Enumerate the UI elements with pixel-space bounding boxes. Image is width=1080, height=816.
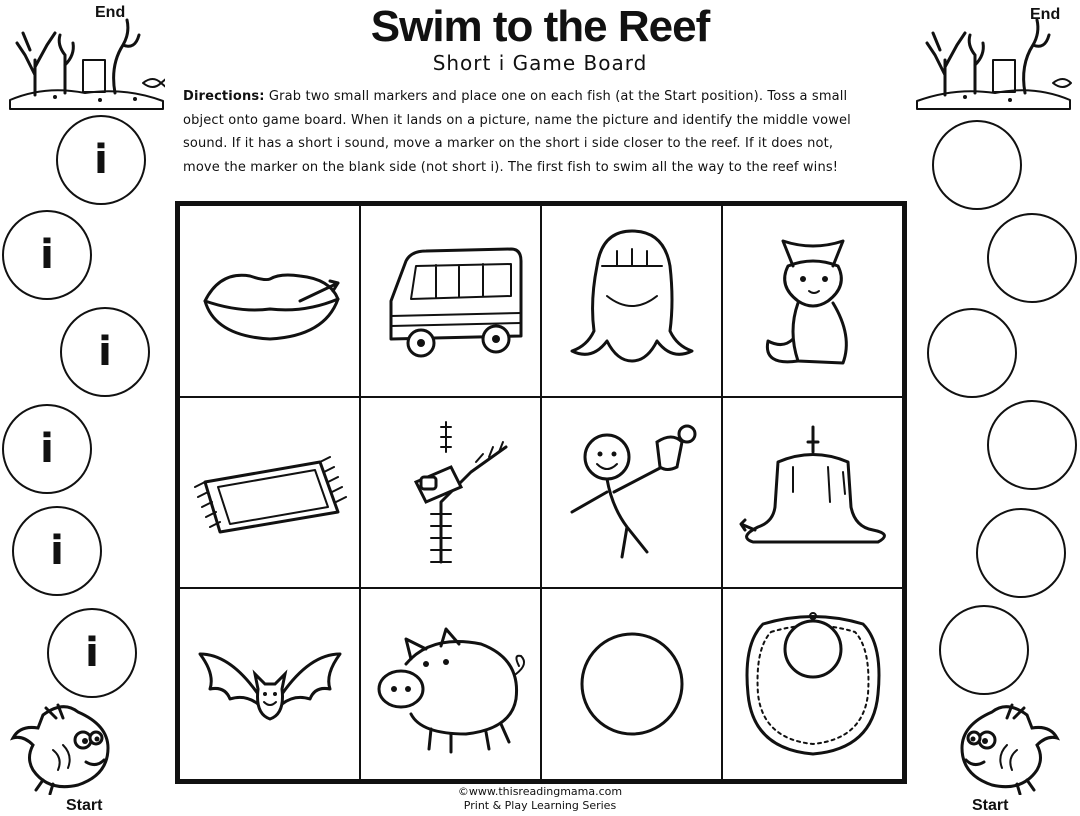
bus-icon: [371, 221, 531, 381]
page-title: Swim to the Reef: [370, 2, 710, 51]
short-i-letter: i: [85, 630, 99, 676]
picture-cell-wig[interactable]: [541, 205, 722, 397]
left-track-space[interactable]: [60, 307, 150, 397]
picture-cell-wax[interactable]: [722, 397, 903, 589]
wax-candle-icon: [733, 412, 893, 572]
picture-cell-bat[interactable]: [179, 588, 360, 780]
short-i-letter: i: [40, 426, 54, 472]
directions-text: [183, 85, 873, 179]
right-track-space[interactable]: [932, 120, 1022, 210]
footer: [390, 785, 690, 813]
game-board: [175, 201, 907, 784]
bat-icon: [190, 604, 350, 764]
left-end-label: End: [95, 4, 126, 21]
right-start-label: Start: [972, 797, 1009, 814]
picture-cell-bib[interactable]: [722, 588, 903, 780]
picture-cell-zip[interactable]: [360, 397, 541, 589]
right-track-space[interactable]: [987, 400, 1077, 490]
picture-cell-fox[interactable]: [722, 205, 903, 397]
directions-label: Directions:: [183, 89, 265, 104]
fox-icon: [733, 221, 893, 381]
left-reef-illustration: [5, 5, 165, 110]
left-track-space[interactable]: [47, 608, 137, 698]
short-i-letter: i: [50, 528, 64, 574]
picture-cell-rug[interactable]: [179, 397, 360, 589]
lips-icon: [190, 221, 350, 381]
zipper-icon: [371, 412, 531, 572]
right-track-space[interactable]: [987, 213, 1077, 303]
kid-icon: [552, 412, 712, 572]
directions-body: Grab two small markers and place one on each fish (at the Start position). Toss a small object onto game board. When it lands on a picture, name the picture and identify the middle vowel sound. If it has a short i sound, move a marker on the short i side closer to the reef. If it does not, move the marker on the blank side (not short i). The first fish to swim all the way to the reef wins!: [183, 89, 851, 175]
picture-cell-bus[interactable]: [360, 205, 541, 397]
bib-icon: [733, 604, 893, 764]
page-subtitle: Short i Game Board: [432, 51, 648, 75]
right-track-space[interactable]: [976, 508, 1066, 598]
right-track-space[interactable]: [939, 605, 1029, 695]
picture-cell-kid[interactable]: [541, 397, 722, 589]
wig-icon: [552, 221, 712, 381]
short-i-letter: i: [40, 232, 54, 278]
series-text: Print & Play Learning Series: [463, 799, 617, 812]
pig-icon: [371, 604, 531, 764]
left-start-label: Start: [66, 797, 103, 814]
short-i-letter: i: [98, 329, 112, 375]
right-end-label: End: [1030, 6, 1061, 23]
blank-circle-icon: [552, 604, 712, 764]
picture-cell-lips[interactable]: [179, 205, 360, 397]
left-track-space[interactable]: [2, 404, 92, 494]
left-track-space[interactable]: [12, 506, 102, 596]
right-fish-icon[interactable]: [952, 700, 1062, 795]
left-track-space[interactable]: [2, 210, 92, 300]
left-fish-icon[interactable]: [8, 700, 118, 795]
short-i-letter: i: [94, 137, 108, 183]
left-track-space[interactable]: [56, 115, 146, 205]
right-track-space[interactable]: [927, 308, 1017, 398]
picture-cell-blank[interactable]: [541, 588, 722, 780]
picture-cell-pig[interactable]: [360, 588, 541, 780]
rug-icon: [190, 412, 350, 572]
copyright-text: ©www.thisreadingmama.com: [457, 785, 623, 798]
